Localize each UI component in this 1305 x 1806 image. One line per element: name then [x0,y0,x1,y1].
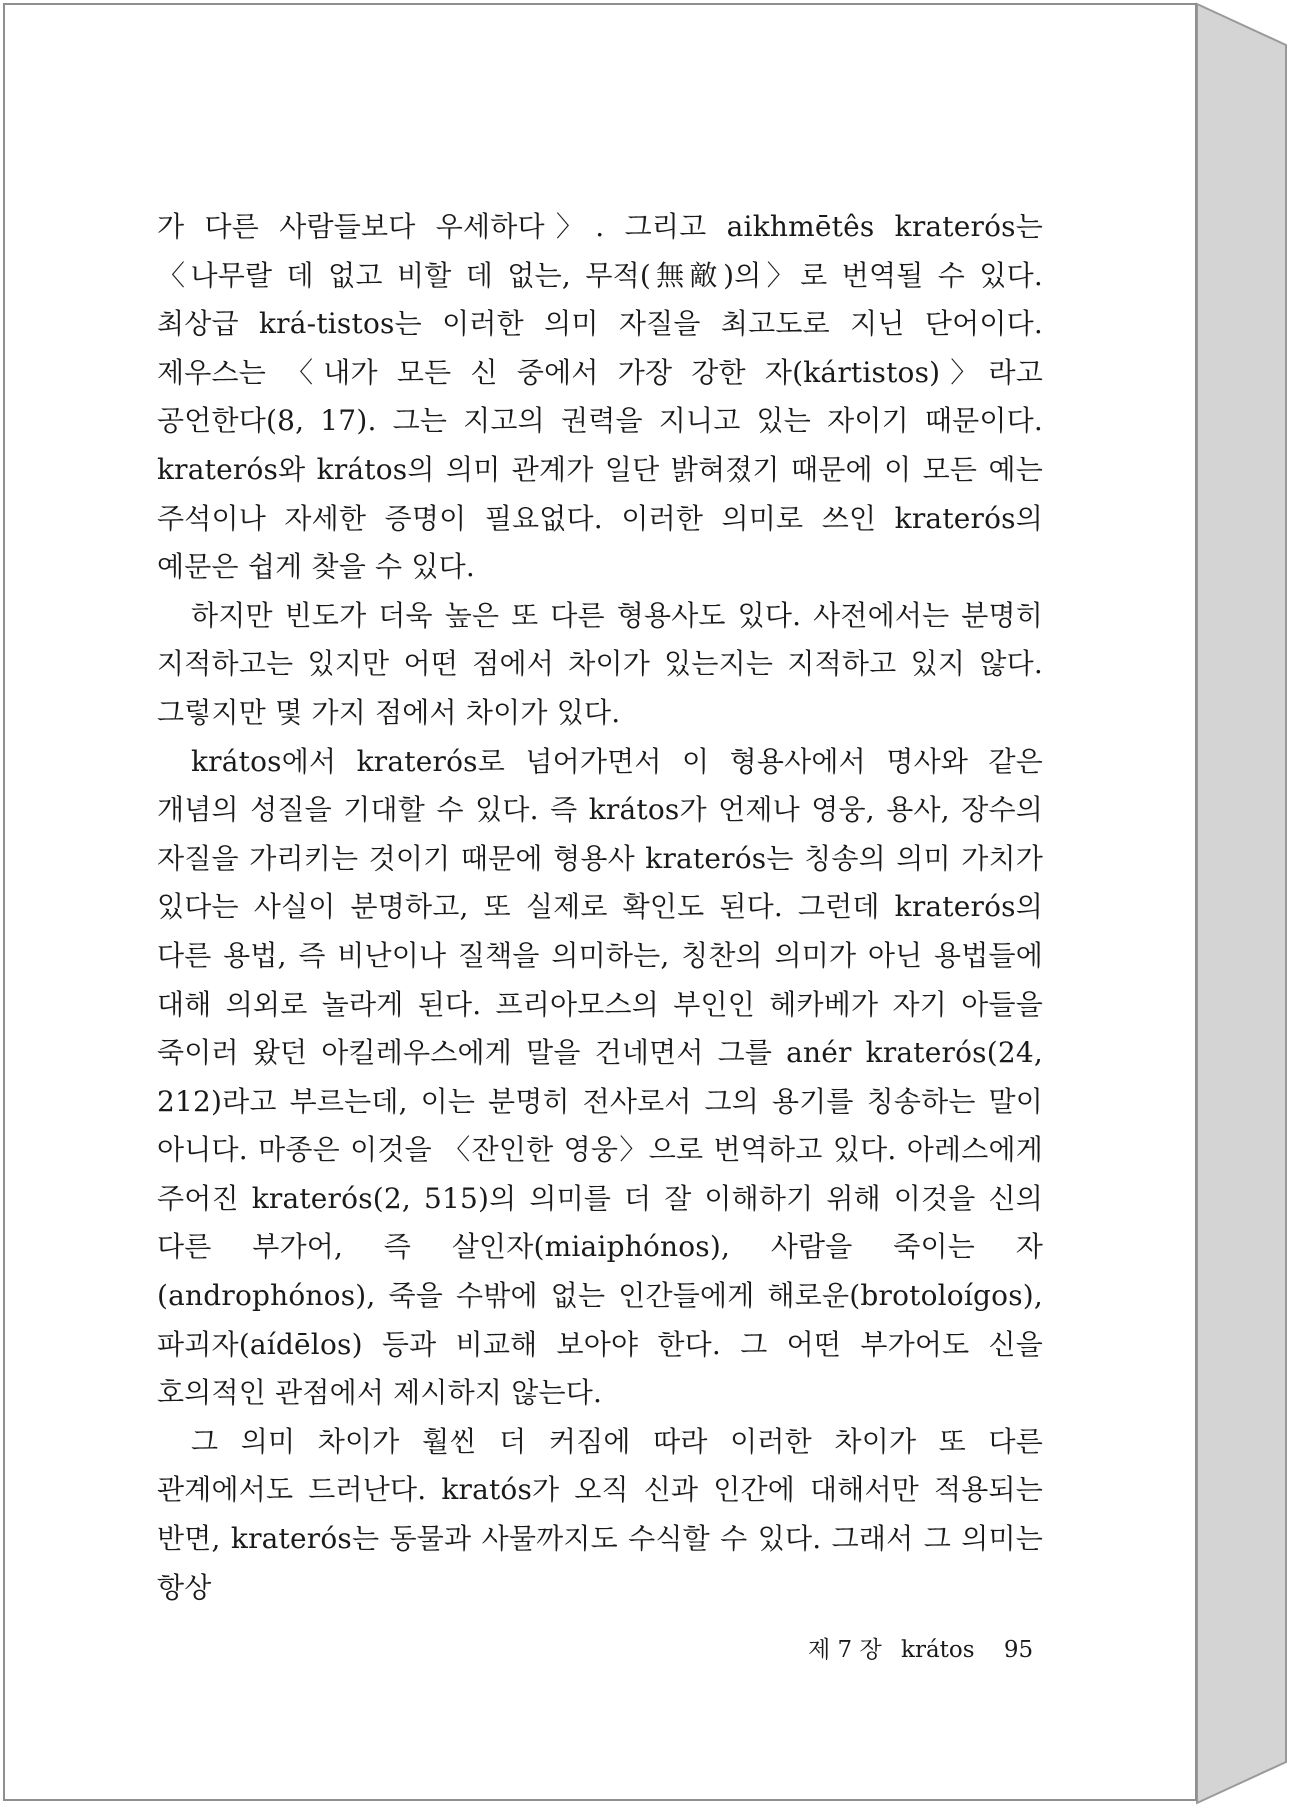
page-body [157,203,1043,1612]
page-footer [808,1631,1033,1664]
paragraph-2: 하지만 빈도가 더욱 높은 또 다른 형용사도 있다. 사전에서는 분명히 지적하고는 있지만 어떤 점에서 차이가 있는지는 지적하고 있지 않다. 그렇지만 몇 가지 점에서 차이가 있다. [157,598,1043,729]
paragraph-4: 그 의미 차이가 훨씬 더 커짐에 따라 이러한 차이가 또 다른 관계에서도 드러난다. kratós가 오직 신과 인간에 대해서만 적용되는 반면, kraterós는 동물과 사물까지도 수식할 수 있다. 그래서 그 의미는 항상 [157,1424,1043,1604]
paragraph-3: krátos에서 kraterós로 넘어가면서 이 형용사에서 명사와 같은 개념의 성질을 기대할 수 있다. 즉 krátos가 언제나 영웅, 용사, 장수의 자질을 가리키는 것이기 때문에 형용사 kraterós는 칭송의 의미 가치가 있다는 사실이 분명하고, 또 실제로 확인도 된다. 그런데 kraterós의 다른 용법, 즉 비난이나 질책을 의미하는, 칭찬의 의미가 아닌 용법들에 대해 의외로 놀라게 된다. 프리아모스의 부인인 헤카베가 자기 아들을 죽이러 왔던 아킬레우스에게 말을 건네면서 그를 anér kraterós(24, 212)라고 부르는데, 이는 분명히 전사로서 그의 용기를 칭송하는 말이 아니다. 마종은 이것을 〈잔인한 영웅〉으로 번역하고 있다. 아레스에게 주어진 kraterós(2, 515)의 의미를 더 잘 이해하기 위해 이것을 신의 다른 부가어, 즉 살인자(miaiphónos), 사람을 죽이는 자(androphónos), 죽을 수밖에 없는 인간들에게 해로운(brotoloígos), 파괴자(aídēlos) 등과 비교해 보아야 한다. 그 어떤 부가어도 신을 호의적인 관점에서 제시하지 않는다. [157,744,1043,1410]
chapter-word: krátos [901,1637,975,1663]
page-number: 95 [1003,1637,1034,1663]
paragraph-1: 가 다른 사람들보다 우세하다〉. 그리고 aikhmētês kraterós는 〈나무랄 데 없고 비할 데 없는, 무적(無敵)의〉로 번역될 수 있다. 최상급 krá-tistos는 이러한 의미 자질을 최고도로 지닌 단어이다. 제우스는 〈내가 모든 신 중에서 가장 강한 자(kártistos)〉라고 공언한다(8, 17). 그는 지고의 권력을 지니고 있는 자이기 때문이다. kraterós와 krátos의 의미 관계가 일단 밝혀졌기 때문에 이 모든 예는 주석이나 자세한 증명이 필요없다. 이러한 의미로 쓰인 kraterós의 예문은 쉽게 찾을 수 있다. [157,210,1043,584]
chapter-label: 제 7 장 [808,1637,882,1663]
